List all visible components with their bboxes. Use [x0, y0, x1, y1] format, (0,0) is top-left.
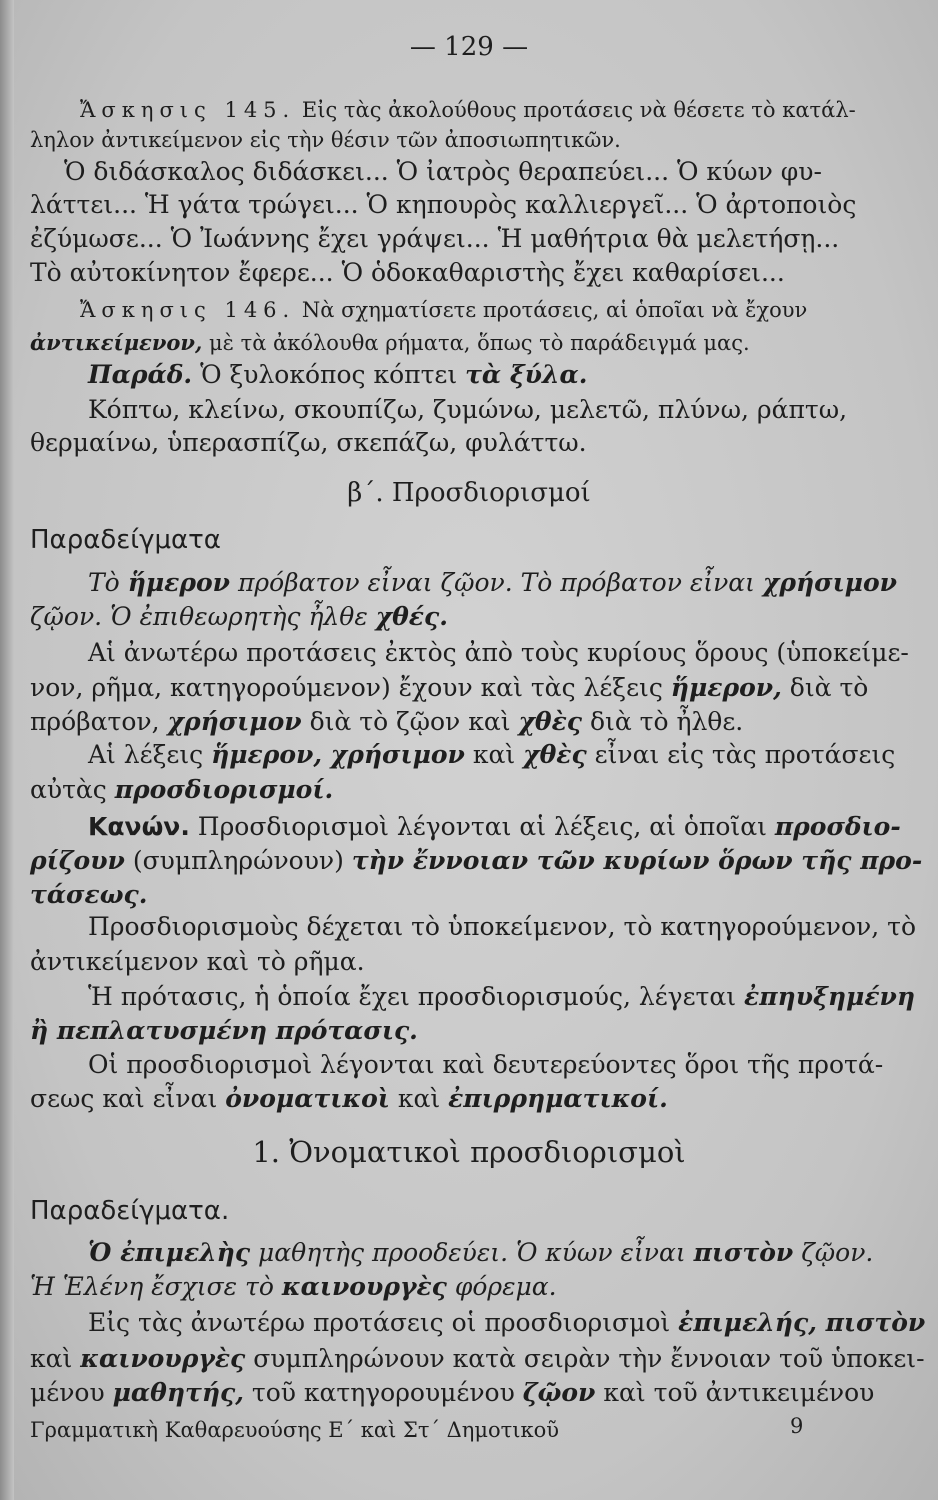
section-1-examples-heading: Παραδείγματα.	[30, 1196, 230, 1226]
rule-label: Κανών.	[88, 812, 190, 841]
section-b-para-4-line-2: ἢ πεπλατυσμένη πρότασις.	[30, 1016, 418, 1045]
exercise-146-example: Παράδ. Ὁ ξυλοκόπος κόπτει τὰ ξύλα.	[88, 360, 588, 389]
footer-signature-number: 9	[790, 1414, 804, 1438]
section-1-para-line-1: Εἰς τὰς ἀνωτέρω προτάσεις οἱ προσδιορισμοὶ ἐπιμελής, πιστὸν	[88, 1308, 926, 1337]
section-b-example-1: Τὸ ἥμερον πρόβατον εἶναι ζῷον. Τὸ πρόβατον εἶναι χρήσιμον	[88, 568, 898, 597]
section-b-para-4-line-1: Ἡ πρότασις, ἡ ὁποία ἔχει προσδιορισμούς, λέγεται ἐπηυξημένη	[88, 982, 916, 1011]
section-1-example-1: Ὁ ἐπιμελὴς μαθητὴς προοδεύει. Ὁ κύων εἶναι πιστὸν ζῷον.	[88, 1238, 874, 1267]
section-1-example-2: Ἡ Ἑλένη ἔσχισε τὸ καινουργὲς φόρεμα.	[30, 1272, 557, 1301]
section-1-para-line-3: μένου μαθητής, τοῦ κατηγορουμένου ζῷον καὶ τοῦ ἀντικειμένου	[30, 1378, 875, 1407]
exercise-145-line-3: Ὁ διδάσκαλος διδάσκει... Ὁ ἰατρὸς θεραπεύει... Ὁ κύων φυ-	[64, 157, 822, 186]
exercise-146-label: Ἄσκησις 146.	[80, 298, 296, 322]
section-b-para-2-line-1: Αἱ λέξεις ἥμερον, χρήσιμον καὶ χθὲς εἶναι εἰς τὰς προτάσεις	[88, 740, 896, 769]
exercise-145-line-1: Ἄσκησις 145. Εἰς τὰς ἀκολούθους προτάσεις νὰ θέσετε τὸ κατάλ-	[80, 98, 856, 122]
page-number: — 129 —	[409, 32, 529, 62]
section-b-para-3-line-1: Προσδιορισμοὺς δέχεται τὸ ὑποκείμενον, τὸ κατηγορούμενον, τὸ	[88, 912, 917, 941]
page-binding-edge	[0, 0, 14, 1500]
section-b-para-5-line-1: Οἱ προσδιορισμοὶ λέγονται καὶ δευτερεύοντες ὅροι τῆς προτά-	[88, 1050, 884, 1079]
exercise-146-line-2: ἀντικείμενον, μὲ τὰ ἀκόλουθα ρήματα, ὅπως τὸ παράδειγμά μας.	[30, 330, 750, 355]
rule-line-2: ρίζουν (συμπληρώνουν) τὴν ἔννοιαν τῶν κυρίων ὅρων τῆς προ-	[30, 846, 923, 875]
exercise-145-line-6: Τὸ αὐτοκίνητον ἔφερε... Ὁ ὁδοκαθαριστὴς ἔχει καθαρίσει...	[30, 258, 785, 287]
section-b-para-1-line-3: πρόβατον, χρήσιμον διὰ τὸ ζῷον καὶ χθὲς διὰ τὸ ἦλθε.	[30, 707, 744, 736]
footer-book-title: Γραμματικὴ Καθαρευούσης Ε΄ καὶ Στ΄ Δημοτικοῦ	[30, 1418, 560, 1442]
section-b-examples-heading: Παραδείγματα	[30, 525, 221, 555]
exercise-145-label: Ἄσκησις 145.	[80, 98, 296, 122]
section-b-example-2: ζῷον. Ὁ ἐπιθεωρητὴς ἦλθε χθές.	[30, 602, 448, 631]
rule-line-1: Κανών. Προσδιορισμοὶ λέγονται αἱ λέξεις, αἱ ὁποῖαι προσδιο-	[88, 812, 901, 841]
section-b-para-3-line-2: ἀντικείμενον καὶ τὸ ρῆμα.	[30, 947, 365, 976]
exercise-145-line-2: ληλον ἀντικείμενον εἰς τὴν θέσιν τῶν ἀποσιωπητικῶν.	[30, 128, 621, 152]
section-1-para-line-2: καὶ καινουργὲς συμπληρώνουν κατὰ σειρὰν τὴν ἔννοιαν τοῦ ὑποκει-	[30, 1344, 925, 1373]
rule-line-3: τάσεως.	[30, 880, 148, 909]
section-1-title: 1. Ὀνοματικοὶ προσδιορισμοὶ	[252, 1135, 686, 1169]
section-b-para-2-line-2: αὐτὰς προσδιορισμοί.	[30, 775, 334, 804]
section-b-para-5-line-2: σεως καὶ εἶναι ὀνοματικοὶ καὶ ἐπιρρηματικοί.	[30, 1084, 668, 1113]
section-b-title: β΄. Προσδιορισμοί	[347, 478, 591, 508]
exercise-146-verbs-1: Κόπτω, κλείνω, σκουπίζω, ζυμώνω, μελετῶ, πλύνω, ράπτω,	[88, 395, 848, 424]
exercise-145-line-4: λάττει... Ἡ γάτα τρώγει... Ὁ κηπουρὸς καλλιεργεῖ... Ὁ ἀρτοποιὸς	[30, 190, 857, 219]
exercise-146-verbs-2: θερμαίνω, ὑπερασπίζω, σκεπάζω, φυλάττω.	[30, 428, 587, 457]
section-b-para-1-line-1: Αἱ ἀνωτέρω προτάσεις ἐκτὸς ἀπὸ τοὺς κυρίους ὅρους (ὑποκείμε-	[88, 638, 909, 667]
exercise-146-line-1: Ἄσκησις 146. Νὰ σχηματίσετε προτάσεις, αἱ ὁποῖαι νὰ ἔχουν	[80, 298, 808, 322]
exercise-145-line-5: ἐζύμωσε... Ὁ Ἰωάννης ἔχει γράψει... Ἡ μαθήτρια θὰ μελετήσῃ...	[30, 224, 840, 253]
section-b-para-1-line-2: νον, ρῆμα, κατηγορούμενον) ἔχουν καὶ τὰς λέξεις ἥμερον, διὰ τὸ	[30, 673, 869, 702]
